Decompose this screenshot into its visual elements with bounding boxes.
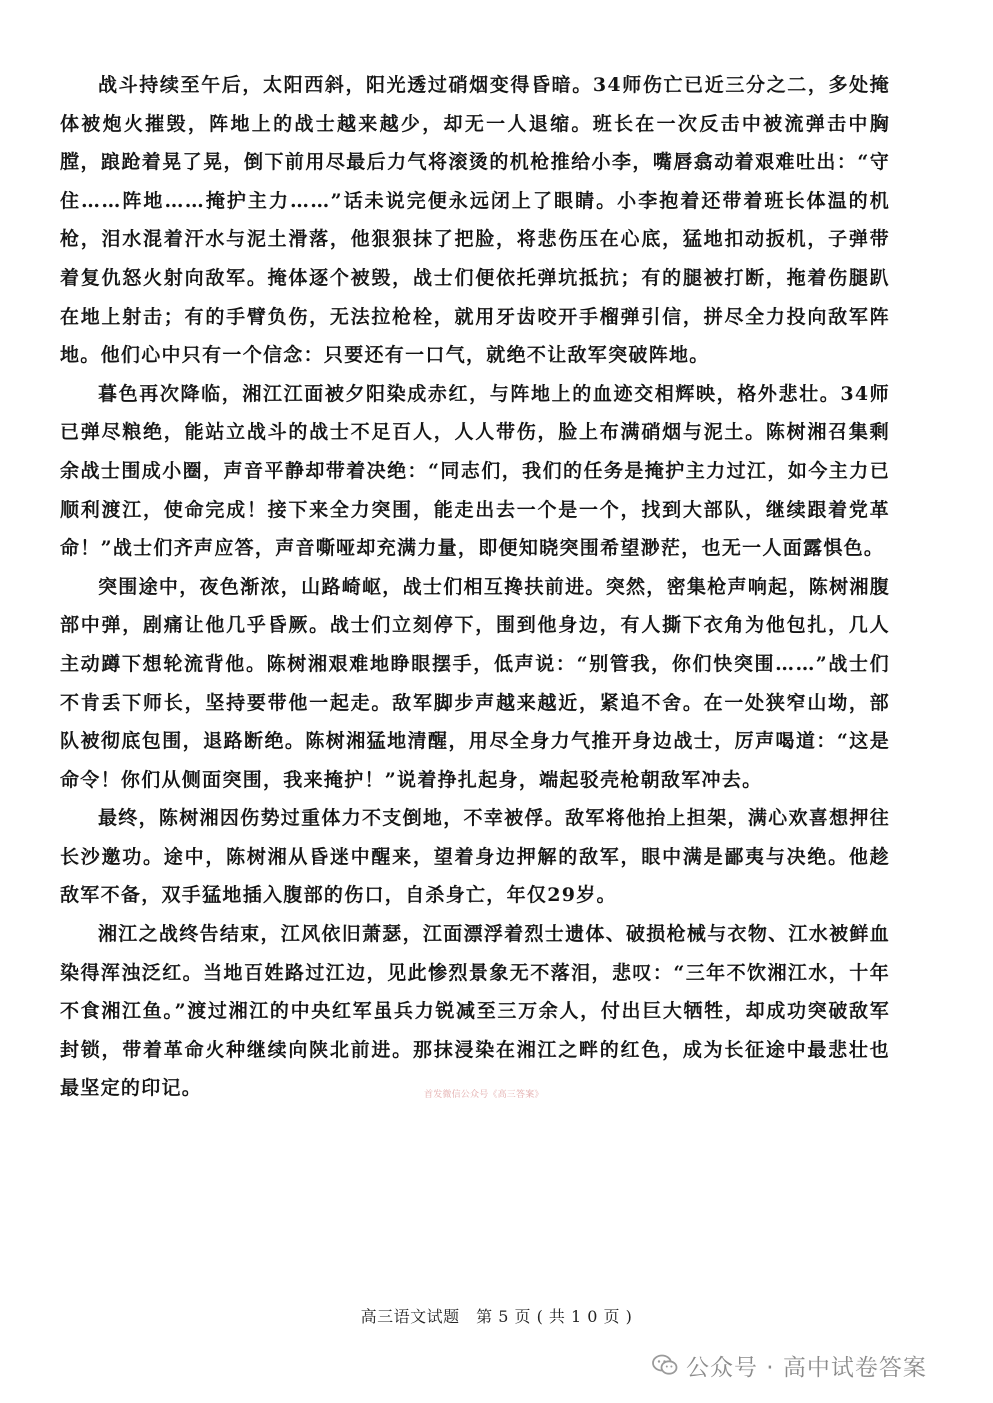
wechat-icon [652, 1354, 678, 1376]
page-footer: 高三语文试题 第 5 页 ( 共 1 0 页 ) [360, 1307, 633, 1326]
article-body [60, 66, 890, 1108]
paragraph-5: 湘江之战终告结束，江风依旧萧瑟，江面漂浮着烈士遗体、破损枪械与衣物、江水被鲜血染得浑浊泛红。当地百姓路过江边，见此惨烈景象无不落泪，悲叹：“三年不饮湘江水，十年不食湘江鱼。”渡过湘江的中央红军虽兵力锐减至三万余人，付出巨大牺牲，却成功突破敌军封锁，带着革命火种继续向陕北前进。那抹浸染在湘江之畔的红色，成为长征途中最悲壮也最坚定的印记。 [60, 923, 890, 1100]
watermark-text: 首发微信公众号《高三答案》 [424, 1090, 544, 1100]
paragraph-2: 暮色再次降临，湘江江面被夕阳染成赤红，与阵地上的血迹交相辉映，格外悲壮。34师已弹尽粮绝，能站立战斗的战士不足百人，人人带伤，脸上布满硝烟与泥土。陈树湘召集剩余战士围成小圈，声音平静却带着决绝：“同志们，我们的任务是掩护主力过江，如今主力已顺利渡江，使命完成！接下来全力突围，能走出去一个是一个，找到大部队，继续跟着党革命！”战士们齐声应答，声音嘶哑却充满力量，即便知晓突围希望渺茫，也无一人面露惧色。 [60, 382, 890, 560]
brand-label: 公众号 · 高中试卷答案 [686, 1354, 927, 1381]
paragraph-1: 战斗持续至午后，太阳西斜，阳光透过硝烟变得昏暗。34师伤亡已近三分之二，多处掩体被炮火摧毁，阵地上的战士越来越少，却无一人退缩。班长在一次反击中被流弹击中胸膛，踉跄着晃了晃，倒下前用尽最后力气将滚烫的机枪推给小李，嘴唇翕动着艰难吐出：“守住……阵地……掩护主力……”话未说完便永远闭上了眼睛。小李抱着还带着班长体温的机枪，泪水混着汗水与泥土滑落，他狠狠抹了把脸，将悲伤压在心底，猛地扣动扳机，子弹带着复仇怒火射向敌军。掩体逐个被毁，战士们便依托弹坑抵抗；有的腿被打断，拖着伤腿趴在地上射击；有的手臂负伤，无法拉枪栓，就用牙齿咬开手榴弹引信，拼尽全力投向敌军阵地。他们心中只有一个信念：只要还有一口气，就绝不让敌军突破阵地。 [60, 74, 890, 367]
paragraph-4: 最终，陈树湘因伤势过重体力不支倒地，不幸被俘。敌军将他抬上担架，满心欢喜想押往长沙邀功。途中，陈树湘从昏迷中醒来，望着身边押解的敌军，眼中满是鄙夷与决绝。他趁敌军不备，双手猛地插入腹部的伤口，自杀身亡，年仅29岁。 [60, 807, 890, 907]
paragraph-3: 突围途中，夜色渐浓，山路崎岖，战士们相互搀扶前进。突然，密集枪声响起，陈树湘腹部中弹，剧痛让他几乎昏厥。战士们立刻停下，围到他身边，有人撕下衣角为他包扎，几人主动蹲下想轮流背他。陈树湘艰难地睁眼摆手，低声说：“别管我，你们快突围……”战士们不肯丢下师长，坚持要带他一起走。敌军脚步声越来越近，紧追不舍。在一处狭窄山坳，部队被彻底包围，退路断绝。陈树湘猛地清醒，用尽全身力气推开身边战士，厉声喝道：“这是命令！你们从侧面突围，我来掩护！”说着挣扎起身，端起驳壳枪朝敌军冲去。 [60, 575, 890, 791]
brand-badge [652, 1350, 927, 1380]
